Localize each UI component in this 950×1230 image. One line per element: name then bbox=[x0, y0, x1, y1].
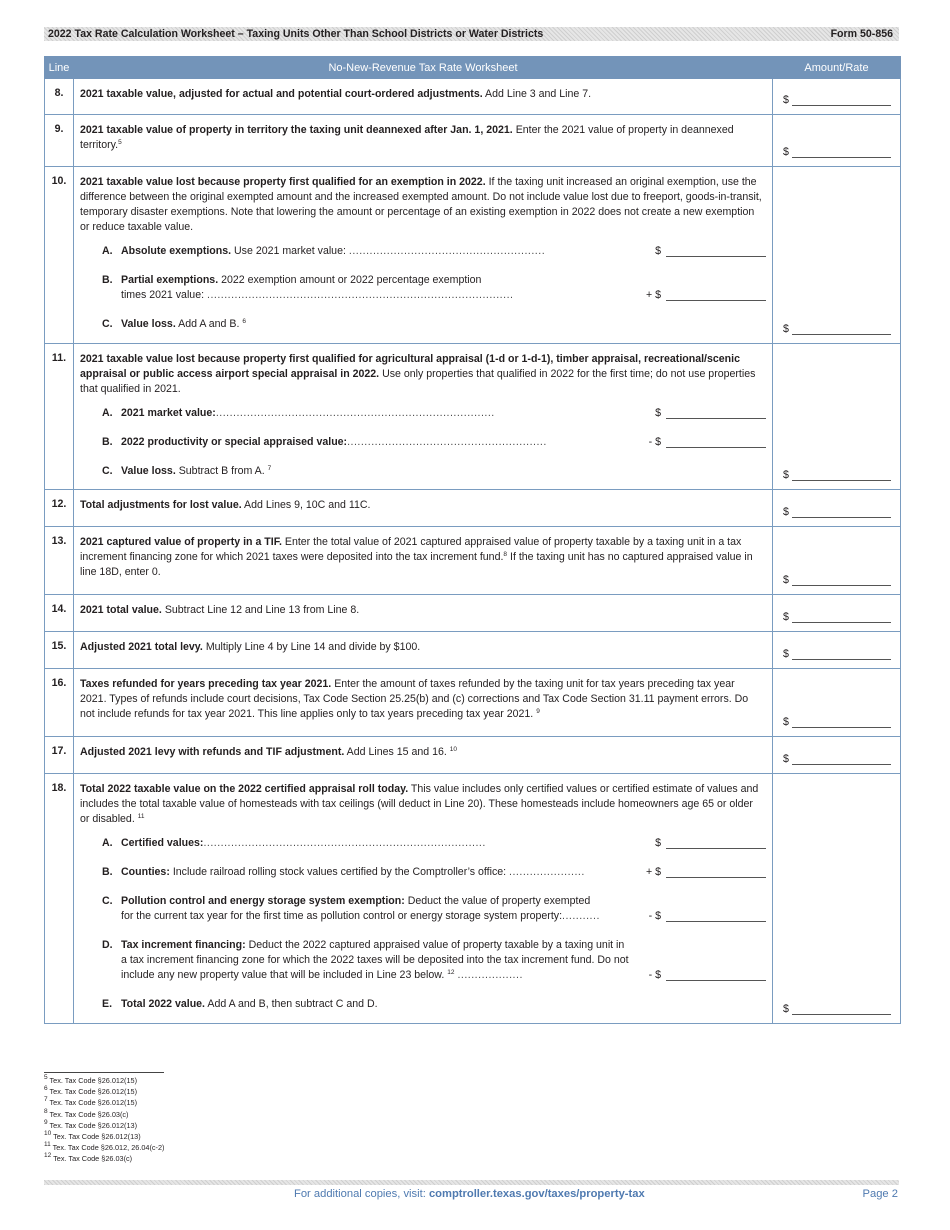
line-number: 8. bbox=[45, 79, 74, 115]
amount-field[interactable]: $ bbox=[773, 774, 901, 1024]
col-title-header: No-New-Revenue Tax Rate Worksheet bbox=[74, 57, 773, 79]
table-row bbox=[45, 167, 901, 344]
line-description: Total 2022 taxable value on the 2022 certified appraisal roll today. This value includes only certified values or certified estimate of values and includes the total taxable value of homesteads with tax ceilings (will deduct in Line 20). These homesteads include homeowners age 65 or older or disabled. $^{11}$ A. Certified values:.................................................................................. $ B. Counties: Include railroad rolling stock values certified by the Comptroller’s office: ...................... + $ C. Pollution control and energy storage system exemption: Deduct the value of property exempted for the current tax year for the first time as pollution control or energy storage system property:........... - $ D. Tax increment financing: Deduct the 2022 captured appraised value of property taxable by a taxing unit in a tax increment financing zone for which the 2022 taxes will be deposited into the tax increment fund. Do not include any new property value that will be included in Line 23 below. $^{12}$ ................... - $ E. Total 2022 value. Add A and B, then subtract C and D. bbox=[74, 774, 773, 1024]
subline-amount-field[interactable]: $ bbox=[648, 406, 766, 421]
amount-field[interactable]: $ bbox=[773, 115, 901, 167]
subline-amount-field[interactable]: + $ bbox=[648, 865, 766, 880]
line-description: Total adjustments for lost value. Add Lines 9, 10C and 11C. bbox=[74, 490, 773, 527]
line-number: 10. bbox=[45, 167, 74, 344]
amount-field[interactable]: $ bbox=[773, 490, 901, 527]
amount-field[interactable]: $ bbox=[773, 737, 901, 774]
subline-10a: A. Absolute exemptions. Use 2021 market value: ......................................................... $ bbox=[80, 244, 762, 259]
subline-18a: A. Certified values:.................................................................................. $ bbox=[80, 836, 762, 851]
line-number: 16. bbox=[45, 669, 74, 737]
subline-11a: A. 2021 market value:................................................................................. $ bbox=[80, 406, 762, 421]
copies-note: For additional copies, visit: comptroller.texas.gov/taxes/property-tax bbox=[294, 1188, 645, 1200]
footnote: $^8$ Tex. Tax Code §26.03(c) bbox=[44, 1107, 129, 1119]
amount-field[interactable]: $ bbox=[773, 79, 901, 115]
subline-amount-field[interactable]: $ bbox=[648, 836, 766, 851]
amount-field[interactable]: $ bbox=[773, 632, 901, 669]
subline-18d: D. Tax increment financing: Deduct the 2022 captured appraised value of property taxable by a taxing unit in a tax increment financing zone for which the 2022 taxes will be deposited into the tax increment fund. Do not include any new property value that will be included in Line 23 below. $^{12}$ ................... - $ bbox=[80, 938, 762, 983]
subline-10c: C. Value loss. Add A and B. $^6$ bbox=[102, 318, 246, 330]
table-header-row bbox=[45, 57, 901, 79]
subline-18b: B. Counties: Include railroad rolling stock values certified by the Comptroller’s office: ...................... + $ bbox=[80, 865, 762, 880]
line-number: 15. bbox=[45, 632, 74, 669]
page-header-bar bbox=[44, 27, 899, 41]
subline-amount-field[interactable]: $ bbox=[648, 244, 766, 259]
line-number: 9. bbox=[45, 115, 74, 167]
line-number: 17. bbox=[45, 737, 74, 774]
subline-amount-field[interactable]: - $ bbox=[648, 968, 766, 983]
line-number: 18. bbox=[45, 774, 74, 1024]
footnote: $^{10}$ Tex. Tax Code §26.012(13) bbox=[44, 1130, 141, 1142]
table-row bbox=[45, 344, 901, 490]
page-number: Page 2 bbox=[862, 1188, 898, 1200]
footnote: $^9$ Tex. Tax Code §26.012(13) bbox=[44, 1118, 138, 1130]
footnote-divider bbox=[44, 1072, 164, 1073]
line-number: 11. bbox=[45, 344, 74, 490]
footnote: $^7$ Tex. Tax Code §26.012(15) bbox=[44, 1096, 138, 1108]
line-number: 12. bbox=[45, 490, 74, 527]
col-amount-header: Amount/Rate bbox=[773, 57, 901, 79]
footnote: $^6$ Tex. Tax Code §26.012(15) bbox=[44, 1085, 138, 1097]
footnotes bbox=[44, 1072, 164, 1165]
subline-amount-field[interactable]: + $ bbox=[648, 288, 766, 303]
page-footer bbox=[0, 1188, 950, 1202]
line-description: 2021 captured value of property in a TIF. Enter the total value of 2021 captured appraised value of property taxable by a taxing unit in a tax increment financing zone for which 2021 taxes were deposited into the tax increment fund.$^8$ If the taxing unit has no captured appraised value in line 18D, enter 0. bbox=[74, 527, 773, 595]
worksheet-title: 2022 Tax Rate Calculation Worksheet – Taxing Units Other Than School Districts or Water Districts bbox=[48, 28, 544, 40]
subline-amount-field[interactable]: - $ bbox=[648, 909, 766, 924]
comptroller-link[interactable]: comptroller.texas.gov/taxes/property-tax bbox=[428, 1188, 645, 1200]
line-number: 14. bbox=[45, 595, 74, 632]
line-description: 2021 total value. Subtract Line 12 and Line 13 from Line 8. bbox=[74, 595, 773, 632]
subline-amount-field[interactable]: - $ bbox=[648, 435, 766, 450]
line-description: Taxes refunded for years preceding tax year 2021. Enter the amount of taxes refunded by the taxing unit for tax years preceding tax year 2021. Types of refunds include court decisions, Tax Code Section 25.25(b) and (c) corrections and Tax Code Section 31.11 payment errors. Do not include refunds for tax year 2021. This line applies only to tax years preceding tax year 2021. $^9$ bbox=[74, 669, 773, 737]
line-description: 2021 taxable value, adjusted for actual and potential court-ordered adjustments. Add Line 3 and Line 7. bbox=[74, 79, 773, 115]
amount-field[interactable]: $ bbox=[773, 344, 901, 490]
footnote: $^5$ Tex. Tax Code §26.012(15) bbox=[44, 1074, 138, 1085]
amount-field[interactable]: $ bbox=[773, 167, 901, 344]
form-number: Form 50-856 bbox=[830, 28, 893, 40]
subline-10b: B. Partial exemptions. 2022 exemption amount or 2022 percentage exemption times 2021 value: ......................................................................................... + $ bbox=[80, 273, 762, 303]
worksheet-table bbox=[44, 56, 901, 1024]
subline-18c: C. Pollution control and energy storage system exemption: Deduct the value of property exempted for the current tax year for the first time as pollution control or energy storage system property:........... - $ bbox=[80, 894, 762, 924]
subline-11c: C. Value loss. Subtract B from A. $^7$ bbox=[102, 465, 272, 477]
line-number: 13. bbox=[45, 527, 74, 595]
table-row bbox=[45, 774, 901, 1024]
amount-field[interactable]: $ bbox=[773, 527, 901, 595]
page-footer-bar bbox=[44, 1180, 899, 1185]
amount-field[interactable]: $ bbox=[773, 669, 901, 737]
amount-field[interactable]: $ bbox=[773, 595, 901, 632]
table-row bbox=[45, 527, 901, 595]
subline-11b: B. 2022 productivity or special appraised value:.......................................................... - $ bbox=[80, 435, 762, 450]
line-description: Adjusted 2021 total levy. Multiply Line 4 by Line 14 and divide by $100. bbox=[74, 632, 773, 669]
line-description: Adjusted 2021 levy with refunds and TIF adjustment. Add Lines 15 and 16. $^{10}$ bbox=[74, 737, 773, 774]
footnote: $^{11}$ Tex. Tax Code §26.012, 26.04(c-2) bbox=[44, 1141, 165, 1153]
subline-18e: E. Total 2022 value. Add A and B, then subtract C and D. bbox=[102, 998, 378, 1010]
table-row bbox=[45, 115, 901, 167]
table-row bbox=[45, 595, 901, 632]
footnote: $^{12}$ Tex. Tax Code §26.03(c) bbox=[44, 1152, 133, 1164]
table-row bbox=[45, 632, 901, 669]
col-line-header: Line bbox=[45, 57, 74, 79]
line-description: 2021 taxable value lost because property first qualified for agricultural appraisal (1-d or 1-d-1), timber appraisal, recreational/scenic appraisal or public access airport special appraisal in 2022. Use only properties that qualified in 2022 for the first time; do not use properties that qualified in 2021. A. 2021 market value:................................................................................. $ B. 2022 productivity or special appraised value:.......................................................... - $ C. Value loss. Subtract B from A. $^7$ bbox=[74, 344, 773, 490]
table-row bbox=[45, 490, 901, 527]
table-row bbox=[45, 79, 901, 115]
table-row bbox=[45, 737, 901, 774]
table-row bbox=[45, 669, 901, 737]
line-description: 2021 taxable value lost because property first qualified for an exemption in 2022. If the taxing unit increased an original exemption, use the difference between the original exempted amount and the increased exempted amount. Do not include value lost due to freeport, goods-in-transit, temporary disaster exemptions. Note that lowering the amount or percentage of an existing exemption in 2022 does not create a new exemption or reduce taxable value. A. Absolute exemptions. Use 2021 market value: ......................................................... $ B. Partial exemptions. 2022 exemption amount or 2022 percentage exemption times 2021 value: ......................................................................................... + $ C. Value loss. Add A and B. $^6$ bbox=[74, 167, 773, 344]
line-description: 2021 taxable value of property in territory the taxing unit deannexed after Jan. 1, 2021. Enter the 2021 value of property in deannexed territory.$^5$ bbox=[74, 115, 773, 167]
